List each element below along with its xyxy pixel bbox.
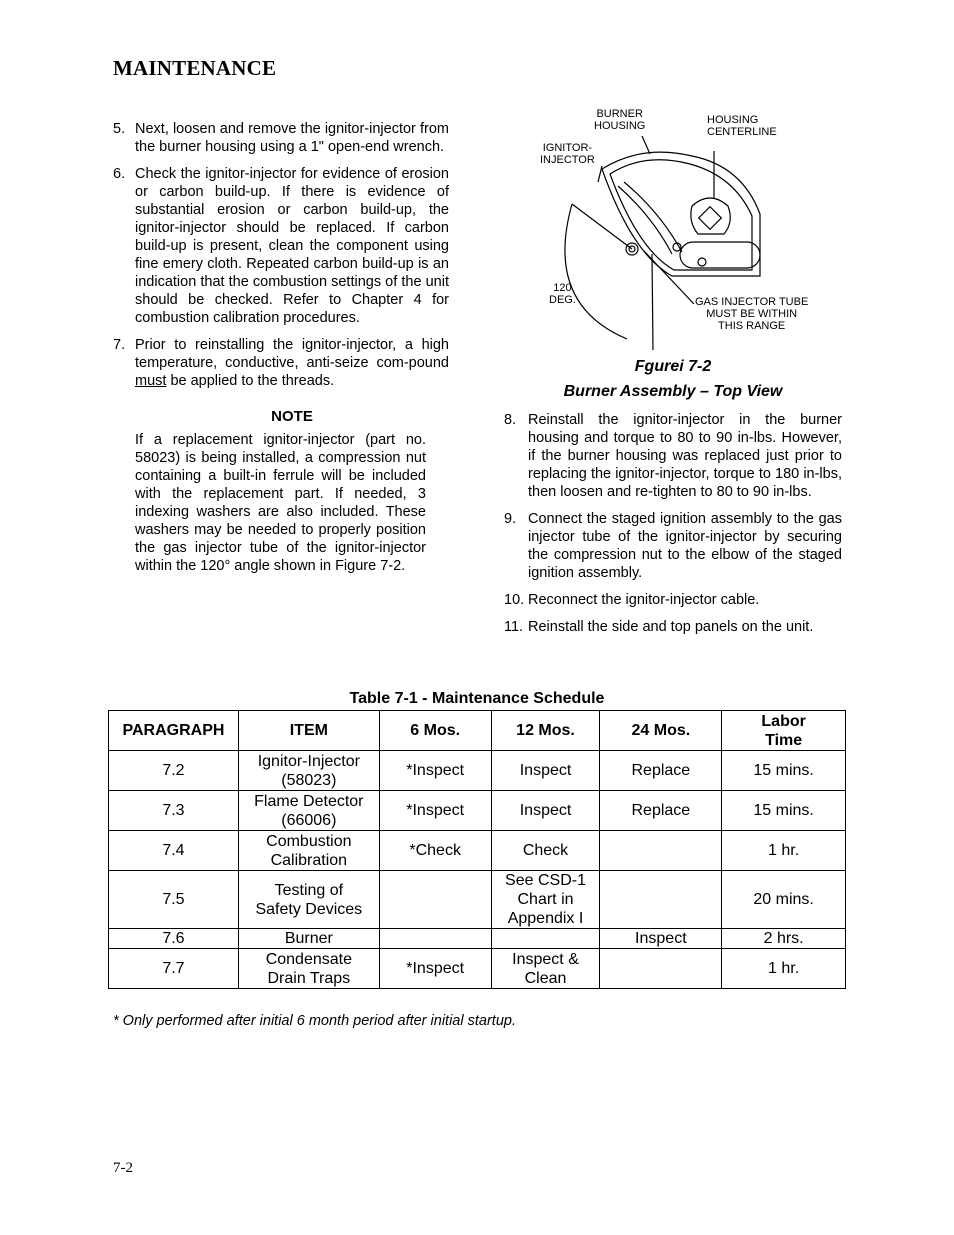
housing-band-2 xyxy=(624,182,682,252)
cell-24-mos: Replace xyxy=(600,791,722,831)
step-number: 9. xyxy=(504,511,517,527)
cell-item: Ignitor-Injector (58023) xyxy=(238,751,379,791)
cell-labor-time: 1 hr. xyxy=(722,949,846,989)
burner-assembly-figure xyxy=(532,104,832,354)
step-number: 7. xyxy=(113,337,126,353)
step-number: 6. xyxy=(113,166,126,182)
label-gas-injector-tube: GAS INJECTOR TUBE MUST BE WITHIN THIS RANGE xyxy=(695,296,809,332)
label-ignitor-injector: IGNITOR- INJECTOR xyxy=(540,142,595,166)
step-text: Next, loosen and remove the ignitor-injector from the burner housing using a 1" open-end wrench. xyxy=(135,121,449,155)
step-number: 8. xyxy=(504,412,517,428)
maintenance-schedule-table xyxy=(108,710,846,989)
cell-24-mos xyxy=(600,949,722,989)
note-body: If a replacement ignitor-injector (part no. 58023) is being installed, a compression nut containing a built-in ferrule will be included with the replacement part. If needed, 3 indexing washers are also included. These washers may be needed to properly position the gas injector tube of the ignitor-injector within the 120° angle shown in Figure 7-2. xyxy=(135,432,426,574)
step-number: 11. xyxy=(504,619,524,635)
step-emphasis: must xyxy=(135,373,167,389)
cell-paragraph: 7.5 xyxy=(109,871,239,929)
cell-12-mos: Inspect & Clean xyxy=(491,949,600,989)
cell-item: Combustion Calibration xyxy=(238,831,379,871)
header-12-mos: 12 Mos. xyxy=(491,711,600,751)
cell-12-mos xyxy=(491,929,600,949)
cell-labor-time: 20 mins. xyxy=(722,871,846,929)
angle-arc xyxy=(565,204,627,339)
injector-slot xyxy=(680,242,760,268)
housing-outline xyxy=(602,152,760,276)
cell-24-mos: Inspect xyxy=(600,929,722,949)
step-text: Check the ignitor-injector for evidence of erosion or carbon build-up. If there is evidence of substantial erosion or carbon build-up, the ignitor-injector should be replaced. If carbon build-up is present, clean the component using fine emery cloth. Repeated carbon build-up is an indication that the combustion settings of the unit should be checked. Refer to Chapter 4 for combustion calibration procedures. xyxy=(135,166,449,326)
step-text-after: be applied to the threads. xyxy=(166,373,335,389)
cell-6-mos: *Check xyxy=(379,831,491,871)
left-column xyxy=(113,120,449,575)
step-text: Reinstall the side and top panels on the unit. xyxy=(528,619,814,635)
cell-labor-time: 1 hr. xyxy=(722,831,846,871)
table-row xyxy=(109,751,846,791)
cell-12-mos: See CSD-1 Chart in Appendix I xyxy=(491,871,600,929)
step-number: 5. xyxy=(113,121,126,137)
page-number: 7-2 xyxy=(113,1160,133,1176)
centerline-square xyxy=(699,207,722,230)
step-number: 10. xyxy=(504,592,525,608)
table-header-row xyxy=(109,711,846,751)
note-title: NOTE xyxy=(271,408,313,425)
table-row xyxy=(109,949,846,989)
cell-24-mos: Replace xyxy=(600,751,722,791)
table-title: Table 7-1 - Maintenance Schedule xyxy=(349,690,605,707)
step-6 xyxy=(113,165,449,327)
header-6-mos: 6 Mos. xyxy=(379,711,491,751)
label-burner-housing: BURNER HOUSING xyxy=(594,108,646,132)
cell-paragraph: 7.2 xyxy=(109,751,239,791)
label-120-deg: 120 DEG. xyxy=(549,282,576,306)
cell-labor-time: 15 mins. xyxy=(722,751,846,791)
table-body xyxy=(109,751,846,989)
right-steps-list xyxy=(504,411,842,636)
table-row xyxy=(109,831,846,871)
cell-6-mos: *Inspect xyxy=(379,751,491,791)
header-24-mos: 24 Mos. xyxy=(600,711,722,751)
step-text: Connect the staged ignition assembly to the gas injector tube of the ignitor-injector by securing the compression nut to the elbow of the staged ignition assembly. xyxy=(528,511,842,581)
step-text-before: Prior to reinstalling the ignitor-injector, a high temperature, conductive, anti-seize com-pound xyxy=(135,337,449,371)
header-item: ITEM xyxy=(238,711,379,751)
step-text: Reconnect the ignitor-injector cable. xyxy=(528,592,760,608)
cell-item: Burner xyxy=(238,929,379,949)
step-7 xyxy=(113,336,449,390)
cell-6-mos: *Inspect xyxy=(379,791,491,831)
left-steps-list xyxy=(113,120,449,390)
cell-6-mos xyxy=(379,871,491,929)
cell-24-mos xyxy=(600,871,722,929)
cell-labor-time: 2 hrs. xyxy=(722,929,846,949)
page-heading: MAINTENANCE xyxy=(113,56,277,80)
step-10 xyxy=(504,591,842,609)
step-5 xyxy=(113,120,449,156)
table-row xyxy=(109,791,846,831)
step-11 xyxy=(504,618,842,636)
cell-paragraph: 7.6 xyxy=(109,929,239,949)
footnote: * Only performed after initial 6 month period after initial startup. xyxy=(113,1013,516,1029)
step-text: Reinstall the ignitor-injector in the burner housing and torque to 80 to 90 in-lbs. However, if the burner housing was replaced just prior to replacing the ignitor-injector, torque to 180 in-lbs, then loosen and re-tighten to 80 to 90 in-lbs. xyxy=(528,412,842,500)
cell-6-mos xyxy=(379,929,491,949)
cell-paragraph: 7.3 xyxy=(109,791,239,831)
right-column xyxy=(504,411,842,645)
step-8 xyxy=(504,411,842,501)
table-row xyxy=(109,871,846,929)
figure-title: Burner Assembly – Top View xyxy=(563,383,783,400)
table-row xyxy=(109,929,846,949)
cell-item: Flame Detector (66006) xyxy=(238,791,379,831)
cell-12-mos: Inspect xyxy=(491,751,600,791)
cell-paragraph: 7.4 xyxy=(109,831,239,871)
cell-labor-time: 15 mins. xyxy=(722,791,846,831)
step-9 xyxy=(504,510,842,582)
cell-12-mos: Check xyxy=(491,831,600,871)
figure-number: Fgurei 7-2 xyxy=(634,358,712,375)
header-labor-time: Labor Time xyxy=(722,711,846,751)
cell-item: Testing of Safety Devices xyxy=(238,871,379,929)
cell-12-mos: Inspect xyxy=(491,791,600,831)
cell-24-mos xyxy=(600,831,722,871)
header-paragraph: PARAGRAPH xyxy=(109,711,239,751)
cell-item: Condensate Drain Traps xyxy=(238,949,379,989)
cell-6-mos: *Inspect xyxy=(379,949,491,989)
cell-paragraph: 7.7 xyxy=(109,949,239,989)
label-housing-centerline: HOUSING CENTERLINE xyxy=(707,114,777,138)
